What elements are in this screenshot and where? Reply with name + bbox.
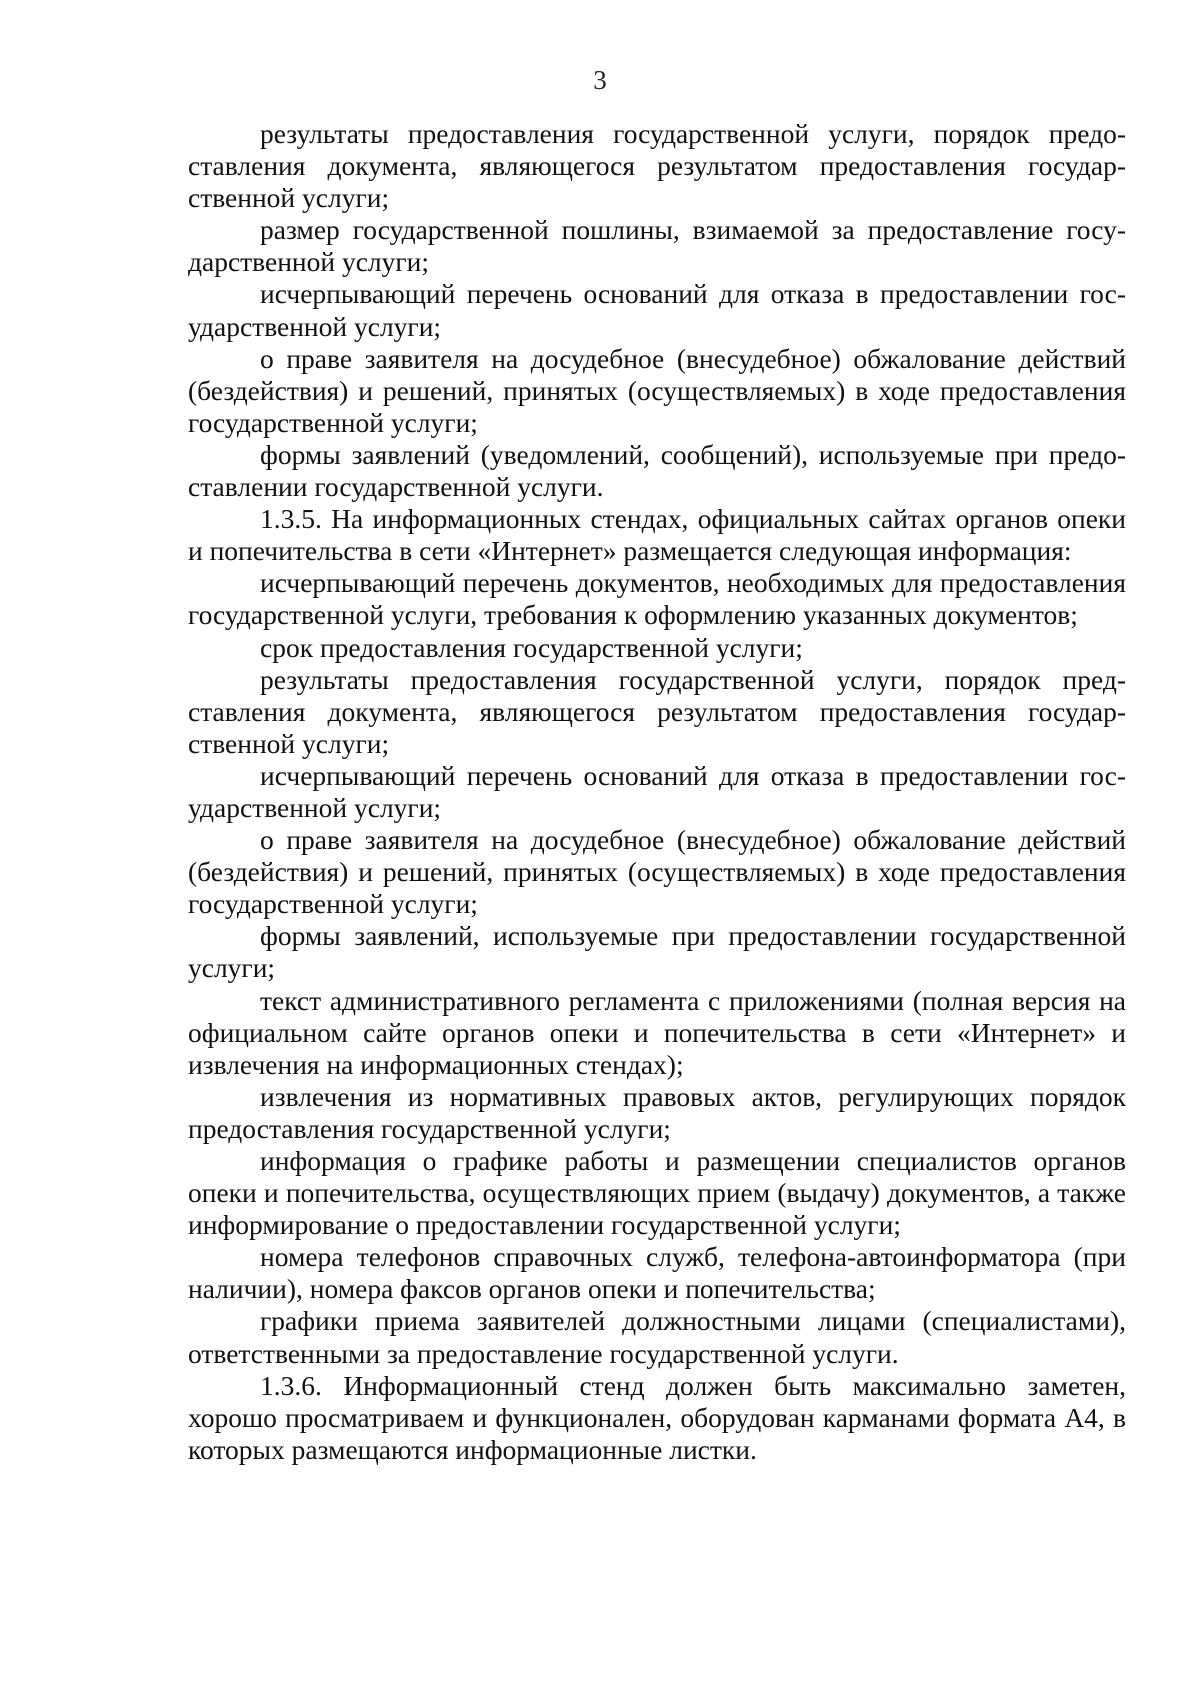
- paragraph-regulation-text: текст административного регламента с приложениями (полная версия на официальном сайте органов опеки и попечительства в сети «Интернет» и извлечения на информационных стендах);: [188, 984, 1126, 1080]
- paragraph-phone-numbers: номера телефонов справочных служб, телефона-автоинформатора (при наличии), номера факсов органов опеки и попечительства;: [188, 1241, 1126, 1305]
- page-number: 3: [593, 65, 607, 95]
- paragraph-application-forms: формы заявлений (уведомлений, сообщений), используемые при предоставлении государственной услуги.: [188, 438, 1126, 503]
- paragraph-appeal-right: о праве заявителя на досудебное (внесудебное) обжалование действий (бездействия) и решений, принятых (осуществляемых) в ходе предоставления государственной услуги;: [188, 342, 1126, 438]
- paragraph-service-term: срок предоставления государственной услуги;: [260, 631, 803, 663]
- paragraph-reception-schedule: графики приема заявителей должностными лицами (специалистами), ответственными за предоставление государственной услуги.: [188, 1305, 1126, 1369]
- paragraph-state-fee: размер государственной пошлины, взимаемой за предоставление государственной услуги;: [188, 214, 1126, 278]
- paragraph-section-1-3-6: 1.3.6. Информационный стенд должен быть максимально заметен, хорошо просматриваем и функционален, оборудован карманами формата А4, в которых размещаются информационные листки.: [188, 1369, 1126, 1465]
- paragraph-application-forms-2: формы заявлений, используемые при предоставлении государственной услуги;: [188, 920, 1126, 984]
- paragraph-results-of-service: результаты предоставления государственной услуги, порядок предоставления документа, являющегося результатом предоставления государственной услуги;: [188, 118, 1126, 214]
- paragraph-documents-list: исчерпывающий перечень документов, необходимых для предоставления государственной услуги, требования к оформлению указанных документов;: [188, 567, 1126, 631]
- paragraph-refusal-grounds-2: исчерпывающий перечень оснований для отказа в предоставлении государственной услуги;: [188, 759, 1126, 823]
- paragraph-results-of-service-2: результаты предоставления государственной услуги, порядок представления документа, являющегося результатом предоставления государственной услуги;: [188, 663, 1126, 759]
- paragraph-legal-extracts: извлечения из нормативных правовых актов, регулирующих порядок предоставления государственной услуги;: [188, 1080, 1126, 1144]
- paragraph-section-1-3-5: 1.3.5. На информационных стендах, официальных сайтах органов опеки и попечительства в сети «Интернет» размещается следующая информация:: [188, 503, 1126, 567]
- paragraph-work-schedule: информация о графике работы и размещении специалистов органов опеки и попечительства, осуществляющих прием (выдачу) документов, а также информирование о предоставлении государственной услуги;: [188, 1145, 1126, 1241]
- paragraph-refusal-grounds: исчерпывающий перечень оснований для отказа в предоставлении государственной услуги;: [188, 278, 1126, 342]
- paragraph-appeal-right-2: о праве заявителя на досудебное (внесудебное) обжалование действий (бездействия) и решений, принятых (осуществляемых) в ходе предоставления государственной услуги;: [188, 824, 1126, 920]
- document-body: [188, 118, 1126, 1466]
